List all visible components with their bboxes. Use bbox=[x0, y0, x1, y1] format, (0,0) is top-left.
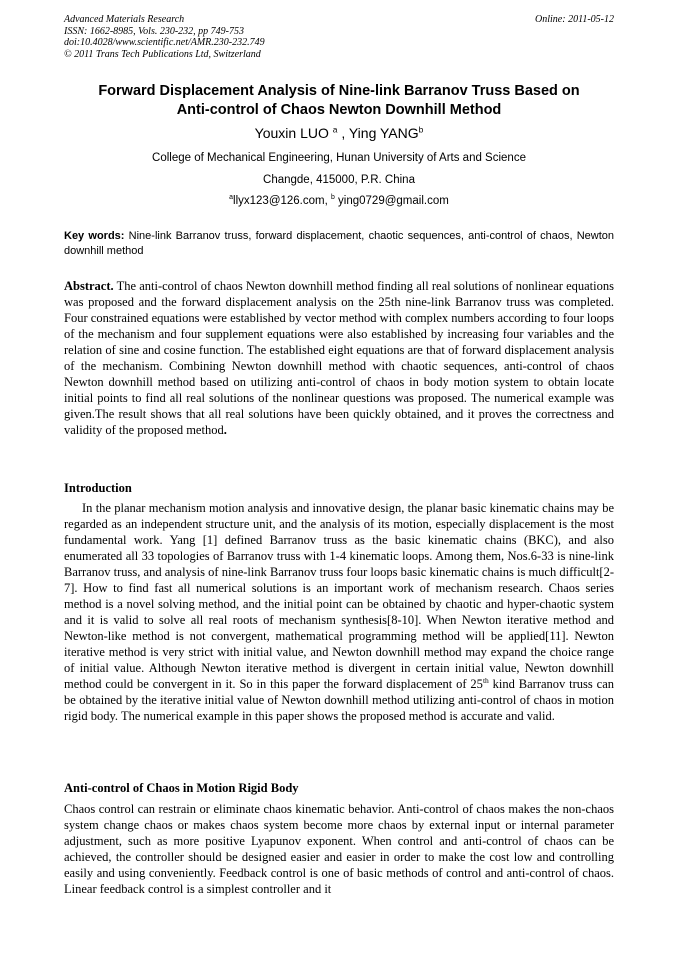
email-line bbox=[64, 194, 614, 208]
intro-text-part-2: kind Barranov truss can be obtained by the iterative initial value of Newton downhill method utilizing anti-control of chaos in motion rigid body. The numerical example in this paper shows the proposed method is accurate and valid. bbox=[64, 677, 614, 723]
author-list bbox=[64, 124, 614, 142]
author-separator: , bbox=[337, 125, 349, 141]
keywords-label: Key words: bbox=[64, 230, 125, 242]
title-line-2: Anti-control of Chaos Newton Downhill Method bbox=[176, 102, 502, 118]
intro-ordinal-sup: th bbox=[482, 675, 489, 685]
header-metadata bbox=[64, 14, 614, 60]
abstract-text: The anti-control of chaos Newton downhill method finding all real solutions of nonlinear equations was proposed and the forward displacement analysis on the 25th nine-link Barranov truss was completed. Four constrained equations were established by vector method with complex numbers according to four loops of the mechanism and four supplement equations were also established by increasing four variables and the relation of sine and cosine function. The established eight equations are that of forward displacement analysis of the mechanism. Combining Newton downhill method with chaotic sequences, anti-control of chaos Newton downhill method based on utilizing anti-control of chaos in body motion system to obtain locate initial points to find all real solutions of the nonlinear questions was proposed. The numerical example was given.The result shows that all real solutions have been quickly obtained, and it proves the correctness and validity of the proposed method bbox=[64, 279, 614, 437]
copyright-line: © 2011 Trans Tech Publications Ltd, Switzerland bbox=[64, 48, 261, 60]
abstract-block bbox=[64, 278, 614, 438]
author-1-affil-mark: a bbox=[332, 124, 338, 135]
online-date: Online: 2011-05-12 bbox=[535, 14, 614, 25]
paper-title bbox=[64, 82, 614, 120]
introduction-heading: Introduction bbox=[64, 481, 132, 495]
abstract-end-period: . bbox=[223, 423, 227, 437]
email-1[interactable]: llyx123@126.com, bbox=[233, 195, 328, 207]
abstract-label: Abstract. bbox=[64, 279, 114, 293]
section-2-paragraph: Chaos control can restrain or eliminate chaos kinematic behavior. Anti-control of chaos makes the non-chaos system change chaos or makes chaos system become more chaos by external input or internal parameter adjustment, such as more positive Lyapunov exponent. When control and anti-control of chaos can be achieved, the controller should be designed easier and easier in order to make the cost low and controlling easily and using conveniently. Feedback control is one of basic methods of control and anti-control of chaos. Linear feedback control is a simplest controller and it bbox=[64, 802, 614, 896]
keywords-block bbox=[64, 229, 614, 258]
introduction-paragraph bbox=[64, 500, 614, 724]
author-1: Youxin LUO bbox=[254, 125, 329, 141]
author-2-affil-mark: b bbox=[418, 124, 424, 135]
section-2-heading: Anti-control of Chaos in Motion Rigid Body bbox=[64, 781, 299, 795]
title-line-1: Forward Displacement Analysis of Nine-link Barranov Truss Based on bbox=[98, 83, 580, 99]
issn-line: ISSN: 1662-8985, Vols. 230-232, pp 749-753 bbox=[64, 25, 244, 37]
affiliation-line-1: College of Mechanical Engineering, Hunan University of Arts and Science bbox=[152, 152, 526, 164]
journal-name: Advanced Materials Research bbox=[64, 14, 185, 25]
author-2: Ying YANG bbox=[348, 125, 419, 141]
doi-line: doi:10.4028/www.scientific.net/AMR.230-232.749 bbox=[64, 37, 265, 48]
affiliation-line-2: Changde, 415000, P.R. China bbox=[263, 174, 415, 186]
email-2-mark: b bbox=[331, 194, 335, 202]
email-2[interactable]: ying0729@gmail.com bbox=[338, 195, 449, 207]
email-1-mark: a bbox=[229, 194, 234, 202]
intro-text-part-1: In the planar mechanism motion analysis and innovative design, the planar basic kinematic chains may be regarded as an independent structure unit, and the analysis of its motion, especially displacement is the most fundamental work. Yang [1] defined Barranov truss as the basic kinematic chains (BKC), and also enumerated all 33 topologies of Barranov truss with 1-4 kinematic loops. Among them, Nos.6-33 is nine-link Barranov truss, and analysis of nine-link Barranov truss four loops basic kinematic chains is much difficult[2-7]. How to find fast all numerical solutions is an important work of mechanism research. Chaos series method is a novel solving method, and the initial point can be obtained by chaotic and hyper-chaotic system and it is valid to solve all real roots of mechanism synthesis[8-10]. When Newton iterative method and Newton-like method is not convergent, mathematical programming method will be applied[11]. Newton iterative method is very strict with initial value, and Newton downhill method may expand the choice range of initial value. Although Newton iterative method is divergent in certain initial value, Newton downhill method could be convergent in it. So in this paper the forward displacement of 25 bbox=[64, 501, 614, 691]
keywords-text: Nine-link Barranov truss, forward displacement, chaotic sequences, anti-control of chaos, Newton downhill method bbox=[64, 230, 615, 257]
